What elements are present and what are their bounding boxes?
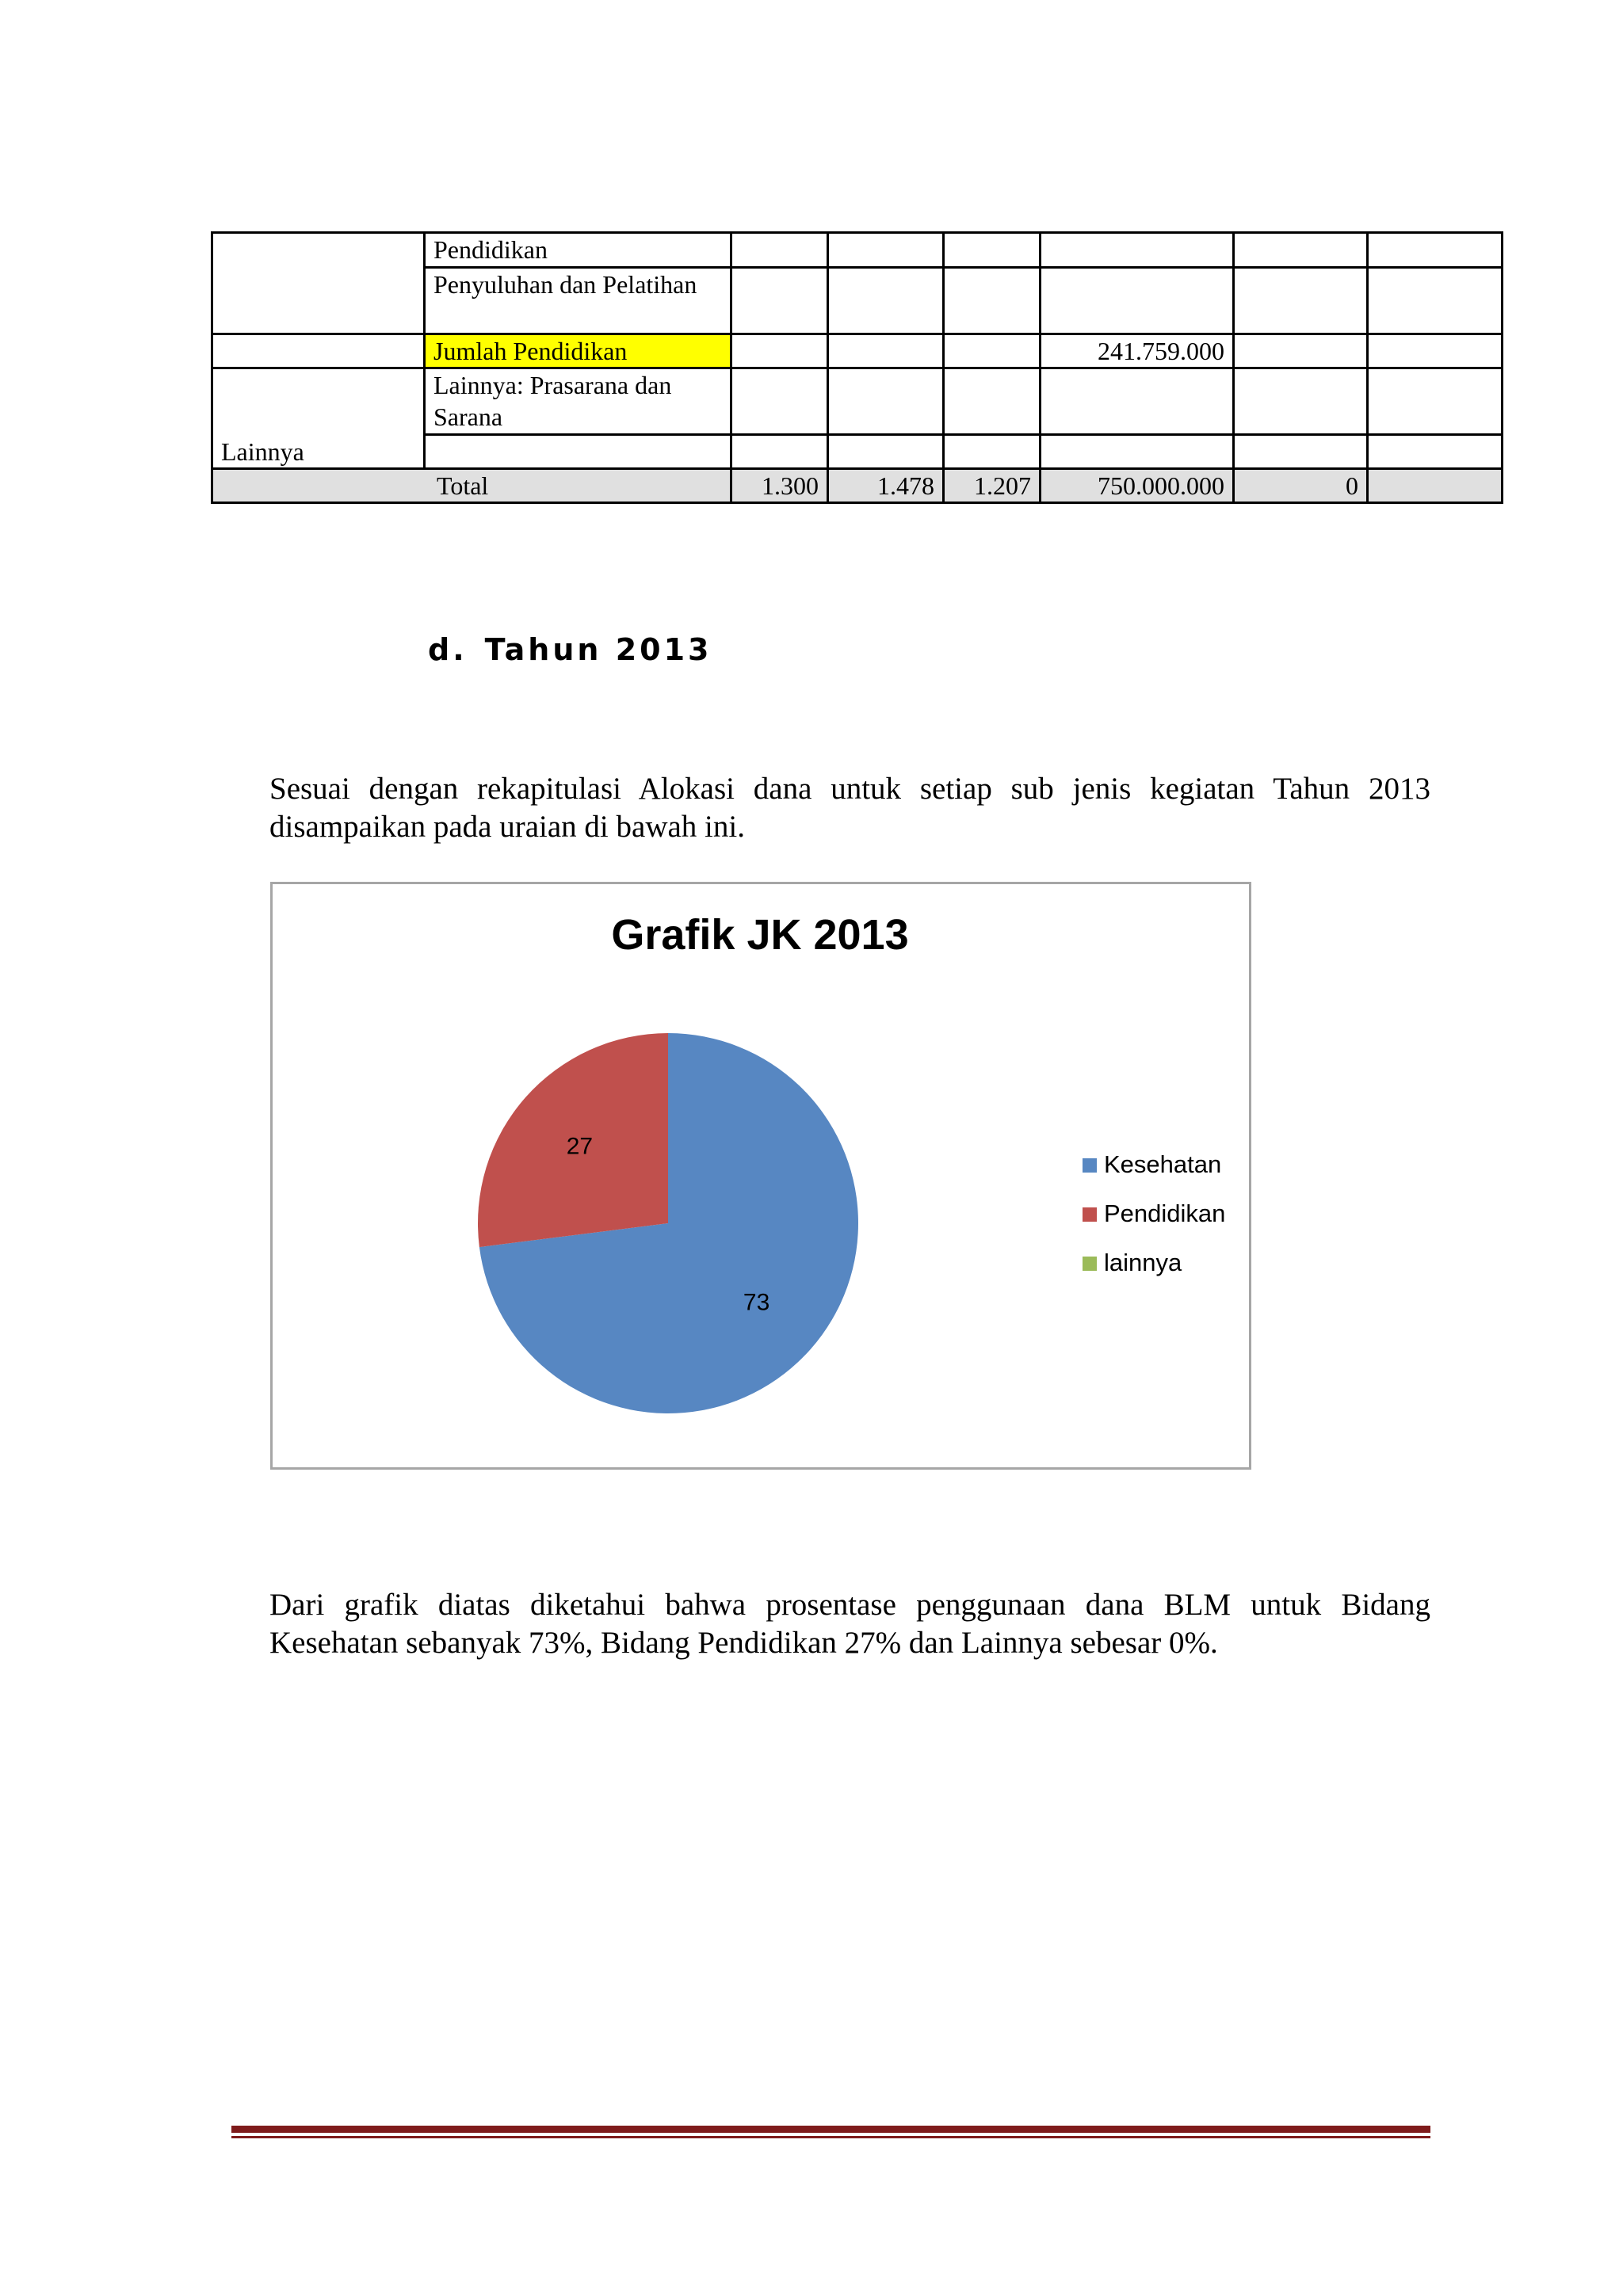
pie-chart — [270, 882, 1251, 1470]
total-value: 750.000.000 — [1041, 469, 1234, 503]
section-letter: d. — [428, 632, 468, 667]
value-cell — [944, 233, 1041, 268]
section-heading — [428, 632, 712, 667]
legend-swatch-lainnya — [1083, 1257, 1097, 1271]
section-title: Tahun 2013 — [484, 632, 712, 667]
legend-label-lainnya: lainnya — [1104, 1249, 1182, 1276]
value-cell — [731, 268, 828, 334]
chart-legend — [1083, 1150, 1225, 1276]
pie-chart-svg — [273, 884, 1249, 1467]
legend-label-pendidikan: Pendidikan — [1104, 1199, 1226, 1227]
data-label-pendidikan: 27 — [566, 1133, 594, 1160]
value-cell — [1234, 233, 1368, 268]
legend-label-kesehatan: Kesehatan — [1104, 1150, 1222, 1178]
total-value: 1.300 — [731, 469, 828, 503]
value-cell — [828, 368, 944, 435]
item-cell — [425, 435, 731, 469]
table-row — [212, 233, 1503, 268]
value-cell — [1234, 368, 1368, 435]
value-cell — [731, 233, 828, 268]
total-value: 1.207 — [944, 469, 1041, 503]
table-row — [212, 368, 1503, 435]
total-row — [212, 469, 1503, 503]
category-cell — [212, 233, 425, 334]
jumlah-pendidikan-label: Jumlah Pendidikan — [426, 335, 730, 367]
data-label-kesehatan: 73 — [743, 1289, 770, 1316]
total-value — [1368, 469, 1503, 503]
item-cell: Penyuluhan dan Pelatihan — [425, 268, 731, 334]
table-row — [212, 334, 1503, 368]
value-cell: 241.759.000 — [1041, 334, 1234, 368]
value-cell — [1368, 435, 1503, 469]
value-cell — [1368, 233, 1503, 268]
value-cell — [944, 268, 1041, 334]
value-cell — [1234, 435, 1368, 469]
value-cell — [828, 435, 944, 469]
value-cell — [731, 368, 828, 435]
total-value: 0 — [1234, 469, 1368, 503]
value-cell — [1368, 334, 1503, 368]
footer-rule — [231, 2126, 1430, 2133]
total-label: Total — [212, 469, 731, 503]
allocation-table — [211, 231, 1503, 504]
category-cell — [212, 334, 425, 368]
value-cell — [828, 334, 944, 368]
value-cell — [1041, 233, 1234, 268]
value-cell — [1041, 435, 1234, 469]
value-cell — [1234, 268, 1368, 334]
value-cell — [944, 435, 1041, 469]
value-cell — [1368, 368, 1503, 435]
footer-rule-thin — [231, 2136, 1430, 2138]
value-cell — [1041, 268, 1234, 334]
value-cell — [828, 233, 944, 268]
value-cell — [731, 334, 828, 368]
value-cell — [1041, 368, 1234, 435]
conclusion-paragraph: Dari grafik diatas diketahui bahwa prosentase penggunaan dana BLM untuk Bidang Kesehatan sebanyak 73%, Bidang Pendidikan 27% dan Lainnya sebesar 0%. — [269, 1588, 1430, 1660]
value-cell — [1234, 334, 1368, 368]
chart-title: Grafik JK 2013 — [611, 911, 909, 959]
pie-slices — [478, 1033, 858, 1413]
value-cell — [731, 435, 828, 469]
value-cell — [1368, 268, 1503, 334]
value-cell — [828, 268, 944, 334]
intro-paragraph: Sesuai dengan rekapitulasi Alokasi dana untuk setiap sub jenis kegiatan Tahun 2013 disampaikan pada uraian di bawah ini. — [269, 772, 1430, 844]
legend-swatch-pendidikan — [1083, 1207, 1097, 1222]
value-cell — [944, 334, 1041, 368]
value-cell — [944, 368, 1041, 435]
total-value: 1.478 — [828, 469, 944, 503]
item-cell: Lainnya: Prasarana dan Sarana — [425, 368, 731, 435]
legend-swatch-kesehatan — [1083, 1158, 1097, 1173]
item-cell — [425, 334, 731, 368]
item-cell: Pendidikan — [425, 233, 731, 268]
category-cell: Lainnya — [212, 368, 425, 469]
